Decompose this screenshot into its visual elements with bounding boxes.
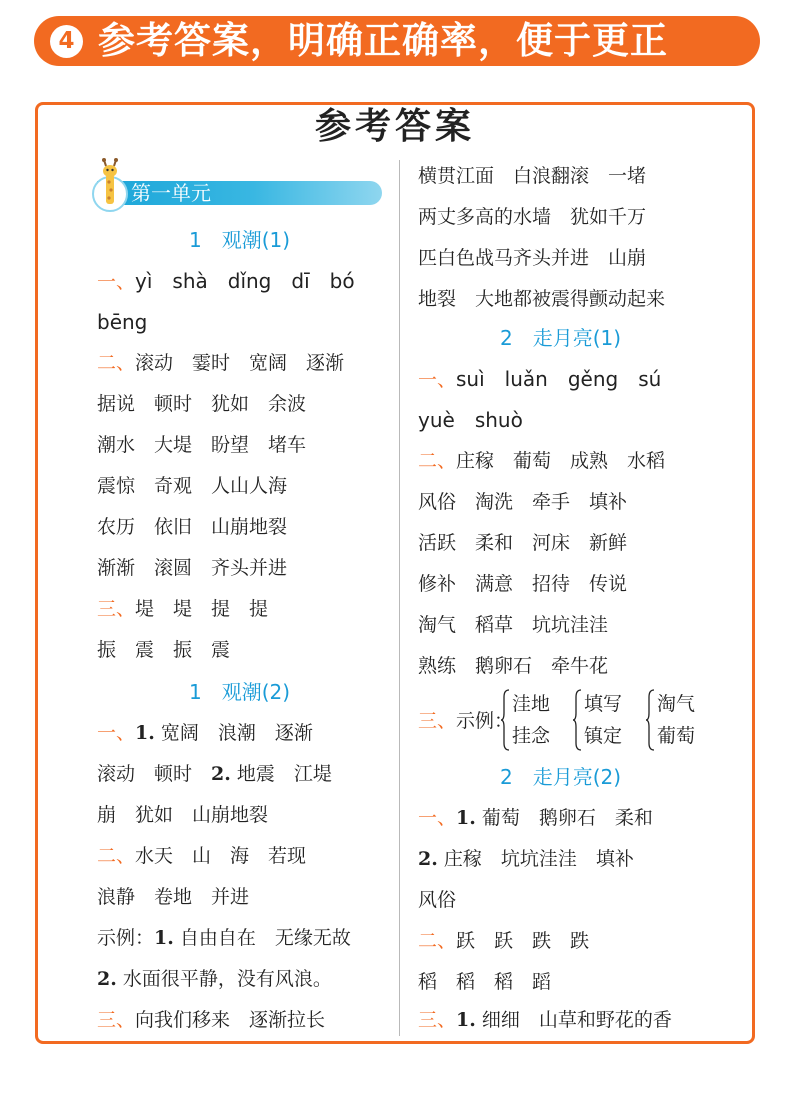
answer-line: 风俗 淘洗 牵手 填补 <box>418 491 628 513</box>
answer-line: 三、示例： <box>418 710 514 732</box>
giraffe-icon <box>90 158 130 214</box>
answer-line: 振 震 振 震 <box>97 639 231 661</box>
answer-line: 2. 庄稼 坑坑洼洼 填补 <box>418 848 634 870</box>
answer-line: 三、向我们移来 逐渐拉长 <box>97 1009 326 1031</box>
brace-icon <box>572 689 582 751</box>
brace-word: 洼地 <box>512 693 551 715</box>
answer-line: 修补 满意 招待 传说 <box>418 573 628 595</box>
section-banner-title: 参考答案，明确正确率，便于更正 <box>98 19 668 62</box>
brace-word: 葡萄 <box>657 725 696 747</box>
answer-line: 一、yì shà dǐng dī bó <box>97 269 355 293</box>
answer-line: 匹白色战马齐头并进 山崩 <box>418 247 647 269</box>
brace-word: 淘气 <box>657 693 696 715</box>
answer-line: 一、1. 宽阔 浪潮 逐渐 <box>97 722 313 744</box>
lesson-heading-4: 2 走月亮(2) <box>499 765 622 789</box>
answer-line: 据说 顿时 犹如 余波 <box>97 393 307 415</box>
answer-line: 二、水天 山 海 若现 <box>97 845 307 867</box>
answer-line: 农历 依旧 山崩地裂 <box>97 516 288 538</box>
answer-line: 示例：1. 自由自在 无缘无故 <box>97 927 351 949</box>
answer-line: bēng <box>97 310 148 334</box>
answer-line: 渐渐 滚圆 齐头并进 <box>97 557 288 579</box>
lesson-heading-3: 2 走月亮(1) <box>499 326 622 350</box>
answer-line: 熟练 鹅卵石 牵牛花 <box>418 655 609 677</box>
answer-line: 活跃 柔和 河床 新鲜 <box>418 532 628 554</box>
column-divider <box>399 160 400 1036</box>
answer-line: 横贯江面 白浪翻滚 一堵 <box>418 165 647 187</box>
answer-line: 滚动 顿时 2. 地震 江堤 <box>97 763 332 785</box>
brace-group <box>572 689 652 753</box>
answer-line: 两丈多高的水墙 犹如千万 <box>418 206 647 228</box>
brace-word: 挂念 <box>512 725 551 747</box>
answer-line: 稻 稻 稻 蹈 <box>418 971 552 993</box>
answer-line: 二、滚动 霎时 宽阔 逐渐 <box>97 352 345 374</box>
answer-line: 潮水 大堤 盼望 堵车 <box>97 434 307 456</box>
answer-line: 二、庄稼 葡萄 成熟 水稻 <box>418 450 666 472</box>
answer-line: 风俗 <box>418 889 457 911</box>
brace-word: 镇定 <box>584 725 623 747</box>
answer-line: 一、suì luǎn gěng sú <box>418 367 662 391</box>
brace-group <box>645 689 725 753</box>
brace-word: 填写 <box>584 693 623 715</box>
lesson-heading-1: 1 观潮(1) <box>188 228 291 252</box>
answer-line: 震惊 奇观 人山人海 <box>97 475 288 497</box>
lesson-heading-2: 1 观潮(2) <box>188 680 291 704</box>
answer-line: 淘气 稻草 坑坑洼洼 <box>418 614 609 636</box>
page-title: 参考答案 <box>314 106 475 147</box>
brace-icon <box>645 689 655 751</box>
brace-group <box>500 689 580 753</box>
answer-line: 三、堤 堤 提 提 <box>97 598 269 620</box>
answer-line: yuè shuò <box>418 408 523 432</box>
answer-line: 崩 犹如 山崩地裂 <box>97 804 269 826</box>
brace-icon <box>500 689 510 751</box>
section-number-badge: 4 <box>50 25 83 58</box>
answer-line: 三、1. 细细 山草和野花的香 <box>418 1009 672 1031</box>
answer-line: 2. 水面很平静，没有风浪。 <box>97 968 332 990</box>
answer-line: 一、1. 葡萄 鹅卵石 柔和 <box>418 807 653 829</box>
answer-line: 二、跃 跃 跌 跌 <box>418 930 590 952</box>
unit-label: 第一单元 <box>131 181 211 205</box>
answer-line: 浪静 卷地 并进 <box>97 886 250 908</box>
answer-line: 地裂 大地都被震得颤动起来 <box>418 288 666 310</box>
